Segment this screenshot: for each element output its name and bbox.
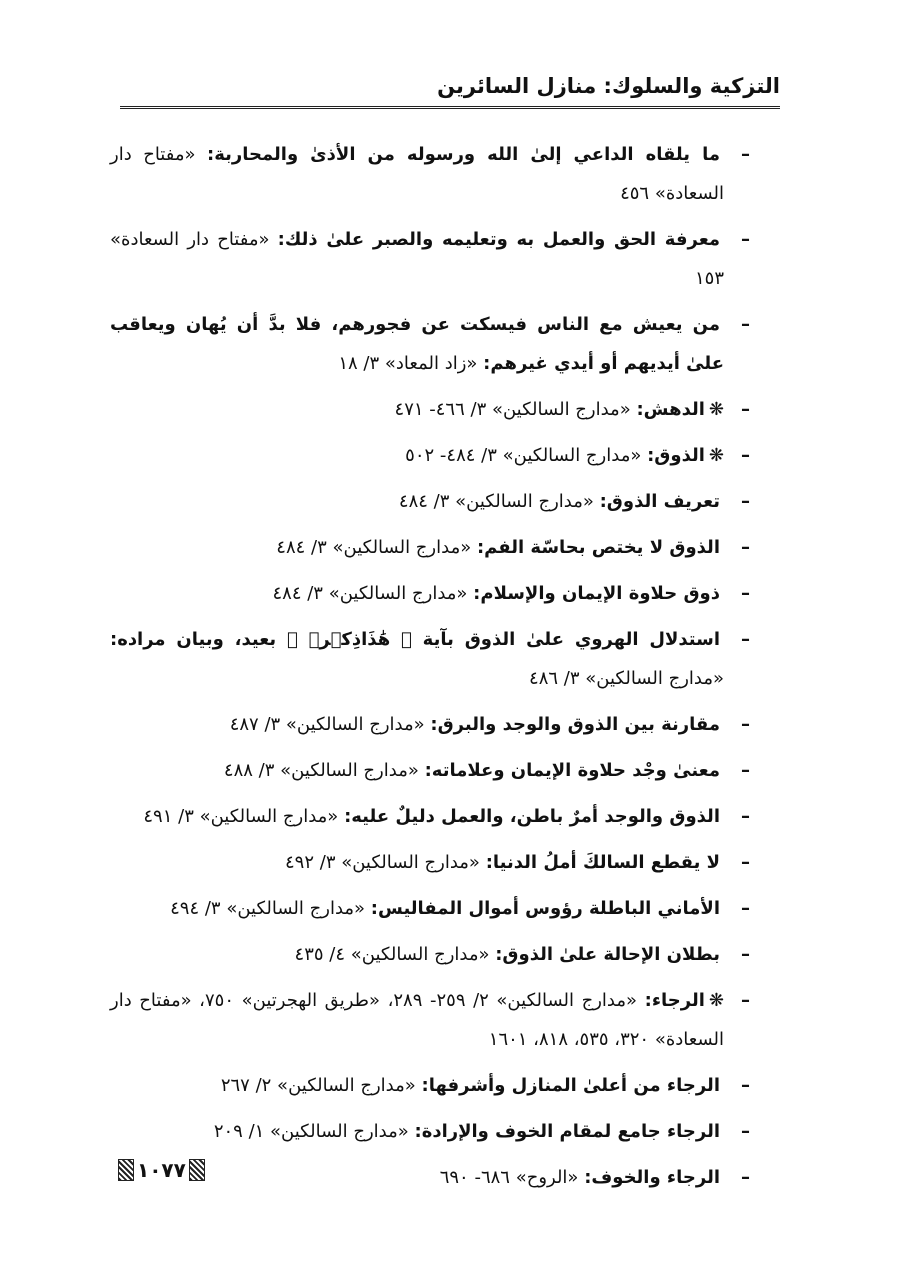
- entry-reference: «مدارج السالكين» ١/ ٢٠٩: [213, 1121, 409, 1142]
- dash-bullet: –: [741, 760, 750, 781]
- entry-topic: الأماني الباطلة رؤوس أموال المفاليس:: [370, 898, 720, 919]
- dash-bullet: –: [741, 629, 750, 650]
- entry-reference: «مدارج السالكين» ٣/ ٤٨٤- ٥٠٢: [405, 445, 642, 466]
- dash-bullet: –: [741, 944, 750, 965]
- ornament-icon: [189, 1159, 205, 1181]
- entry-reference: «مدارج السالكين» ٢/ ٢٥٩- ٢٨٩، «طريق الهجرتين» ٧٥٠، «مفتاح دار السعادة» ٣٢٠، ٥٣٥، ٨١٨، ١٦٠١: [110, 990, 724, 1050]
- entry-topic: مقارنة بين الذوق والوجد والبرق:: [430, 714, 720, 735]
- dash-bullet: –: [741, 583, 750, 604]
- entry-reference: «مدارج السالكين» ٣/ ٤٩١: [143, 806, 339, 827]
- index-entry: [110, 436, 750, 475]
- ornament-icon: [118, 1159, 134, 1181]
- index-entry: [110, 1066, 750, 1105]
- entry-reference: «مدارج السالكين» ٣/ ٤٩٢: [285, 852, 480, 873]
- dash-bullet: –: [741, 1075, 750, 1096]
- entry-topic: الدهش:: [636, 399, 705, 420]
- entry-reference: «مفتاح دار السعادة» ٤٥٦: [110, 144, 724, 204]
- dash-bullet: –: [741, 399, 750, 420]
- entry-topic: معرفة الحق والعمل به وتعليمه والصبر علىٰ ذلك:: [277, 229, 720, 250]
- star-marker: ❋: [708, 445, 724, 466]
- dash-bullet: –: [741, 990, 750, 1011]
- entry-topic: ذوق حلاوة الإيمان والإسلام:: [473, 583, 720, 604]
- entry-topic: الذوق:: [647, 445, 705, 466]
- index-entry: [110, 705, 750, 744]
- entry-reference: «مدارج السالكين» ٣/ ٤٩٤: [170, 898, 366, 919]
- entry-reference: «مدارج السالكين» ٣/ ٤٨٤: [276, 537, 472, 558]
- index-entry: [110, 528, 750, 567]
- entry-topic: تعريف الذوق:: [599, 491, 720, 512]
- entry-topic: الرجاء:: [644, 990, 705, 1011]
- entry-reference: «مدارج السالكين» ٣/ ٤٨٧: [229, 714, 425, 735]
- running-header: [120, 74, 780, 109]
- index-entry: [110, 981, 750, 1059]
- entry-reference: «مدارج السالكين» ٣/ ٤٨٤: [272, 583, 468, 604]
- dash-bullet: –: [741, 806, 750, 827]
- star-marker: ❋: [708, 990, 724, 1011]
- dash-bullet: –: [741, 491, 750, 512]
- entry-topic: الرجاء جامع لمقام الخوف والإرادة:: [414, 1121, 720, 1142]
- page-footer: [118, 1158, 205, 1182]
- dash-bullet: –: [741, 314, 750, 335]
- index-entry: [110, 843, 750, 882]
- entry-reference: «مدارج السالكين» ٣/ ٤٨٦: [529, 668, 724, 689]
- entry-reference: «الروح» ٦٨٦- ٦٩٠: [439, 1167, 579, 1188]
- entry-topic: الرجاء والخوف:: [584, 1167, 720, 1188]
- dash-bullet: –: [741, 852, 750, 873]
- entry-reference: «مفتاح دار السعادة» ١٥٣: [110, 229, 724, 289]
- index-entry: [110, 220, 750, 298]
- entry-reference: «مدارج السالكين» ٣/ ٤٦٦- ٤٧١: [394, 399, 631, 420]
- dash-bullet: –: [741, 714, 750, 735]
- index-entry: [110, 1158, 750, 1197]
- index-entry: [110, 797, 750, 836]
- index-entries: [110, 135, 750, 1204]
- star-marker: ❋: [708, 399, 724, 420]
- entry-reference: «زاد المعاد» ٣/ ١٨: [338, 353, 478, 374]
- index-entry: [110, 482, 750, 521]
- entry-reference: «مدارج السالكين» ٣/ ٤٨٤: [398, 491, 594, 512]
- dash-bullet: –: [741, 1121, 750, 1142]
- dash-bullet: –: [741, 898, 750, 919]
- entry-topic: استدلال الهروي علىٰ الذوق بآية ﴿ هَٰذَاذِكۡرٞ ﴾ بعيد، وبيان مراده:: [110, 629, 720, 650]
- index-entry: [110, 751, 750, 790]
- dash-bullet: –: [741, 144, 750, 165]
- index-entry: [110, 620, 750, 698]
- entry-reference: «مدارج السالكين» ٢/ ٢٦٧: [220, 1075, 416, 1096]
- index-entry: [110, 305, 750, 383]
- dash-bullet: –: [741, 229, 750, 250]
- entry-topic: الذوق لا يختص بحاسّة الفم:: [476, 537, 720, 558]
- index-entry: [110, 935, 750, 974]
- dash-bullet: –: [741, 537, 750, 558]
- entry-topic: الذوق والوجد أمرٌ باطن، والعمل دليلٌ عليه:: [344, 806, 720, 827]
- entry-reference: «مدارج السالكين» ٣/ ٤٨٨: [223, 760, 419, 781]
- entry-topic: من يعيش مع الناس فيسكت عن فجورهم، فلا بدَّ أن يُهان ويعاقب علىٰ أيديهم أو أيدي غيرهم:: [110, 314, 724, 374]
- dash-bullet: –: [741, 445, 750, 466]
- entry-topic: ما يلقاه الداعي إلىٰ الله ورسوله من الأذىٰ والمحاربة:: [207, 144, 720, 165]
- index-entry: [110, 135, 750, 213]
- index-entry: [110, 889, 750, 928]
- entry-topic: لا يقطع السالكَ أملُ الدنيا:: [485, 852, 720, 873]
- entry-topic: معنىٰ وجْد حلاوة الإيمان وعلاماته:: [424, 760, 720, 781]
- dash-bullet: –: [741, 1167, 750, 1188]
- index-entry: [110, 574, 750, 613]
- page-number: ١٠٧٧: [137, 1158, 186, 1182]
- entry-reference: «مدارج السالكين» ٤/ ٤٣٥: [294, 944, 490, 965]
- entry-topic: بطلان الإحالة علىٰ الذوق:: [495, 944, 720, 965]
- header-title: التزكية والسلوك: منازل السائرين: [437, 74, 780, 98]
- index-entry: [110, 390, 750, 429]
- index-entry: [110, 1112, 750, 1151]
- entry-topic: الرجاء من أعلىٰ المنازل وأشرفها:: [421, 1075, 720, 1096]
